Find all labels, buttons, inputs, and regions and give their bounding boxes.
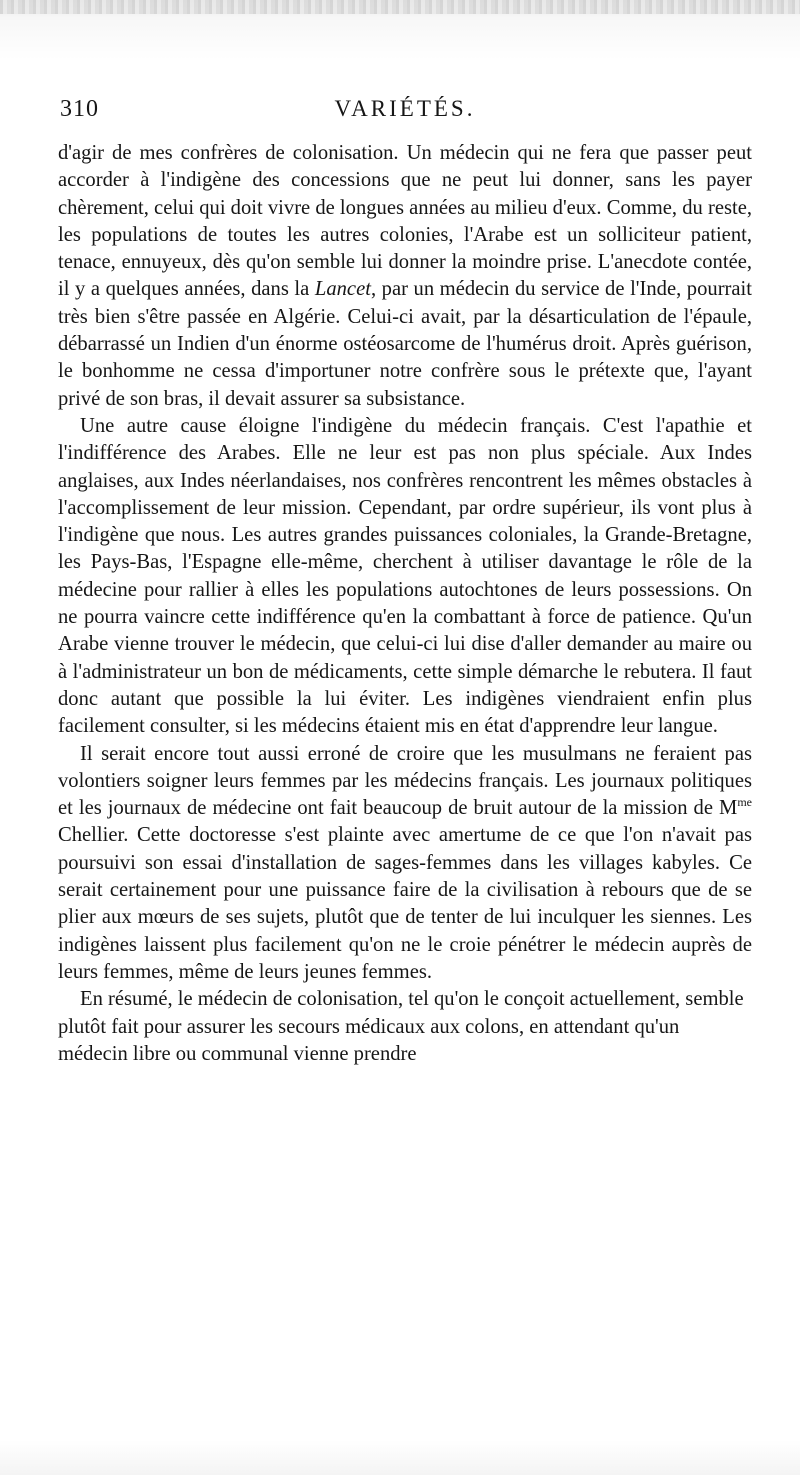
- paragraph-4: En résumé, le médecin de colonisation, tel qu'on le conçoit actuellement, semble plutôt fait pour assurer les secours médicaux aux colons, en attendant qu'un médecin libre ou communal vienne prendre: [58, 988, 744, 1065]
- page-number: 310: [60, 96, 99, 122]
- body-text: [58, 140, 752, 1068]
- paragraph-2: Une autre cause éloigne l'indigène du médecin français. C'est l'apathie et l'indifférence des Arabes. Elle ne leur est pas non plus spéciale. Aux Indes anglaises, aux Indes néerlandaises, nos confrères rencontrent les mêmes obstacles à l'accomplissement de leur mission. Cependant, par ordre supérieur, ils vont plus à l'indigène que nous. Les autres grandes puissances coloniales, la Grande-Bretagne, les Pays-Bas, l'Espagne elle-même, cherchent à utiliser davantage le rôle de la médecine pour rallier à elles les populations autochtones de leurs possessions. On ne pourra vaincre cette indifférence qu'en la combattant à force de patience. Qu'un Arabe vienne trouver le médecin, que celui-ci lui dise d'aller demander au maire ou à l'administrateur un bon de médicaments, cette simple démarche le rebutera. Il faut donc autant que possible la lui éviter. Les indigènes viendraient enfin plus facilement consulter, si les médecins étaient mis en état d'apprendre leur langue.: [58, 414, 752, 738]
- paragraph-3-text-b: Chellier. Cette doctoresse s'est plainte avec amertume de ce que l'on n'avait pas poursuivi son essai d'installation de sages-femmes dans les villages kabyles. Ce serait certainement pour une puissance faire de la civilisation à rebours que de se plier aux mœurs de ses sujets, plutôt que de tenter de lui inculquer les siennes. Les indigènes laissent plus facilement qu'on ne le croie pénétrer le médecin auprès de leurs femmes, même de leurs jeunes femmes.: [58, 824, 752, 983]
- paragraph-3: [58, 741, 752, 987]
- paragraph-1-text-a: d'agir de mes confrères de colonisation. Un médecin qui ne fera que passer peut accorder à l'indigène des concessions que ne peut lui donner, sans les payer chèrement, celui qui doit vivre de longues années au milieu d'eux. Comme, du reste, les populations de toutes les autres colonies, l'Arabe est un solliciteur patient, tenace, ennuyeux, dès qu'on semble lui donner la moindre prise. L'anecdote contée, il y a quelques années, dans la: [58, 142, 752, 301]
- paragraph-1: [58, 140, 752, 413]
- paragraph-1-text-b: , par un médecin du service de l'Inde, pourrait très bien s'être passée en Algérie. Celui-ci avait, par la désarticulation de l'épaule, débarrassé un Indien d'un énorme ostéosarcome de l'humérus droit. Après guérison, le bonhomme ne cessa d'importuner notre confrère sous le prétexte que, l'ayant privé de son bras, il devait assurer sa subsistance.: [58, 278, 752, 410]
- running-head: VARIÉTÉS.: [334, 96, 476, 121]
- paragraph-3-text-a: Il serait encore tout aussi erroné de croire que les musulmans ne feraient pas volontiers soigner leurs femmes par les médecins français. Les journaux politiques et les journaux de médecine ont fait beaucoup de bruit autour de la mission de M: [58, 742, 752, 820]
- page-header: [60, 92, 750, 132]
- title-abbreviation-superscript: me: [737, 795, 752, 810]
- journal-title: Lancet: [314, 278, 371, 301]
- page-top-edge: [0, 0, 800, 14]
